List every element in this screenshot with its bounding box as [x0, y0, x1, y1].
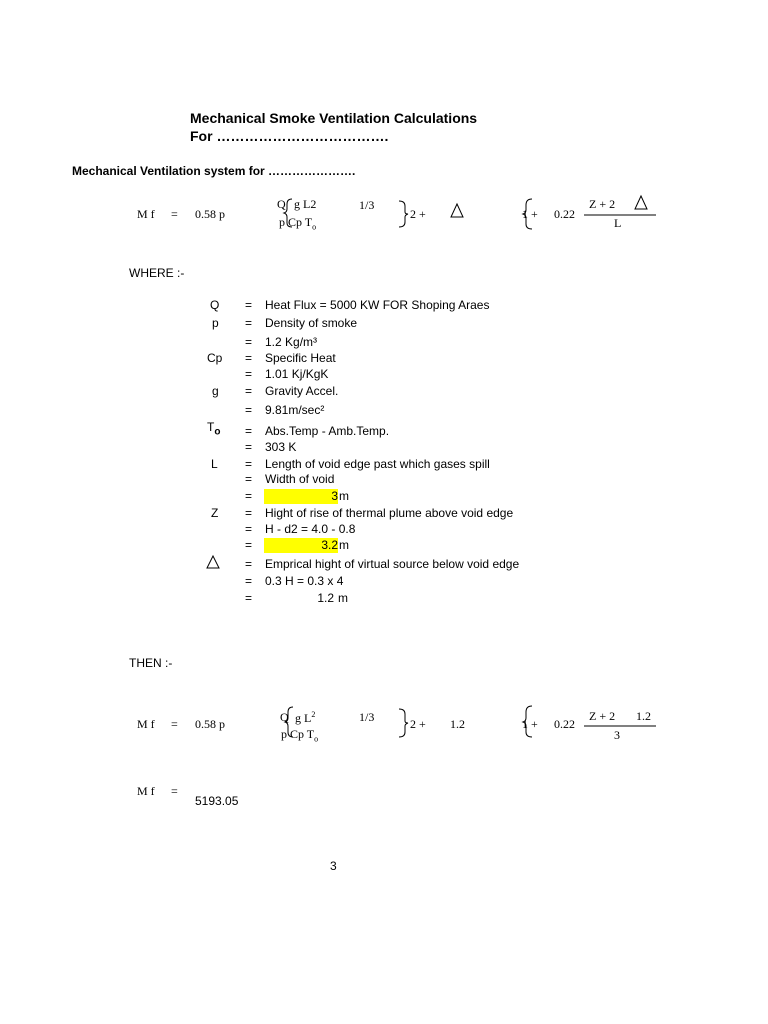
equals-sign: = [245, 384, 253, 398]
equals-sign: = [245, 298, 253, 312]
formula2-denominator: p Cp $T_o$ [281, 727, 319, 744]
equals-sign: = [245, 522, 253, 536]
def-width-value: 3 [331, 489, 338, 503]
equals-sign: = [245, 506, 253, 520]
bracket-right-icon [399, 201, 408, 227]
def-hight-value: 3.2 [321, 538, 338, 552]
equals-sign: = [245, 538, 253, 552]
def-hight-calc: H - d2 = 4.0 - 0.8 [265, 522, 356, 536]
def-hight-unit: m [339, 538, 349, 552]
formula1-denominator: p Cp $T_o$ [279, 215, 317, 232]
formula1-constant: 0.22 [554, 207, 575, 221]
formula2-num-rest: g $L^2$ [295, 710, 316, 725]
formula1-one-plus: 1 + [522, 207, 538, 221]
equals-sign: = [245, 440, 253, 454]
formula2-equals: = [171, 717, 178, 731]
bracket-right-icon [399, 709, 408, 737]
def-abs-temp: Abs.Temp - Amb.Temp. [265, 424, 390, 438]
formula1-coef: 0.58 p [195, 207, 225, 221]
result-value: 5193.05 [195, 794, 239, 808]
brace-left-icon [523, 706, 532, 737]
then-label: THEN :- [129, 656, 173, 670]
formula2-delta-value: 1.2 [450, 717, 465, 731]
def-hight-rise: Hight of rise of thermal plume above void edge [265, 506, 514, 520]
formula1-square-plus: 2 + [410, 207, 426, 221]
def-specific-heat-value: 1.01 Kj/KgK [265, 367, 329, 381]
formula2-constant: 0.22 [554, 717, 575, 731]
equals-sign: = [245, 557, 253, 571]
formula2-one-plus: 1 + [522, 717, 538, 731]
section-heading: Mechanical Ventilation system for …………………. [72, 164, 356, 178]
delta-icon [451, 204, 463, 217]
def-gravity-value: 9.81m/sec² [265, 403, 325, 417]
brace-left-icon [284, 199, 292, 227]
page-title: Mechanical Smoke Ventilation Calculations [190, 110, 478, 126]
formula2-fraction-denominator: 3 [614, 728, 620, 742]
formula1-num-q: Q [277, 197, 286, 211]
formula1-fraction-numerator: Z + 2 [589, 197, 616, 211]
equals-sign: = [245, 316, 253, 330]
def-length: Length of void edge past which gases spill [265, 457, 490, 471]
formula1-mf: M f [137, 207, 155, 221]
equals-sign: = [245, 457, 253, 471]
equals-sign: = [245, 472, 253, 486]
formula2-exponent: 1/3 [359, 710, 375, 724]
page-number: 3 [330, 859, 337, 873]
formula2-square-plus: 2 + [410, 717, 426, 731]
symbol-t: $T_o$ [207, 420, 221, 438]
formula2-coef: 0.58 p [195, 717, 225, 731]
symbol-p: p [212, 316, 219, 330]
equals-sign: = [245, 335, 253, 349]
def-heat-flux: Heat Flux = 5000 KW FOR Shoping Araes [265, 298, 490, 312]
symbol-z: Z [211, 506, 219, 520]
result-label: M f [137, 784, 155, 798]
formula1-fraction-denominator: L [614, 216, 622, 230]
formula1-equals: = [171, 207, 178, 221]
symbol-l: L [211, 457, 218, 471]
formula2-num-q: Q [280, 710, 289, 724]
symbol-cp: Cp [207, 351, 223, 365]
equals-sign: = [245, 367, 253, 381]
brace-left-icon [285, 707, 293, 737]
formula2-mf: M f [137, 717, 155, 731]
def-empirical-unit: m [338, 591, 348, 605]
def-width-unit: m [339, 489, 349, 503]
equals-sign: = [245, 424, 253, 438]
formula1-exponent: 1/3 [359, 198, 375, 212]
formula2-fraction-numerator: Z + 2 [589, 709, 616, 723]
equals-sign: = [245, 574, 253, 588]
formula2-fraction-numerator-value: 1.2 [636, 709, 651, 723]
def-density: Density of smoke [265, 316, 358, 330]
def-abs-temp-value: 303 K [265, 440, 297, 454]
page-subtitle: For ………………………………. [190, 128, 389, 144]
equals-sign: = [245, 489, 253, 503]
def-specific-heat: Specific Heat [265, 351, 336, 365]
def-empirical-hight: Emprical hight of virtual source below void edge [265, 557, 520, 571]
where-label: WHERE :- [129, 266, 185, 280]
def-width: Width of void [265, 472, 335, 486]
brace-left-icon [523, 199, 532, 229]
symbol-g: g [212, 384, 219, 398]
def-empirical-calc: 0.3 H = 0.3 x 4 [265, 574, 344, 588]
def-empirical-value: 1.2 [317, 591, 334, 605]
equals-sign: = [245, 403, 253, 417]
delta-icon [207, 556, 219, 568]
equals-sign: = [245, 591, 253, 605]
formula1-num-rest: g L2 [294, 197, 317, 211]
delta-icon [635, 196, 647, 209]
def-density-value: 1.2 Kg/m³ [265, 335, 318, 349]
result-equals: = [171, 784, 178, 798]
equals-sign: = [245, 351, 253, 365]
def-gravity: Gravity Accel. [265, 384, 339, 398]
symbol-q: Q [210, 298, 220, 312]
